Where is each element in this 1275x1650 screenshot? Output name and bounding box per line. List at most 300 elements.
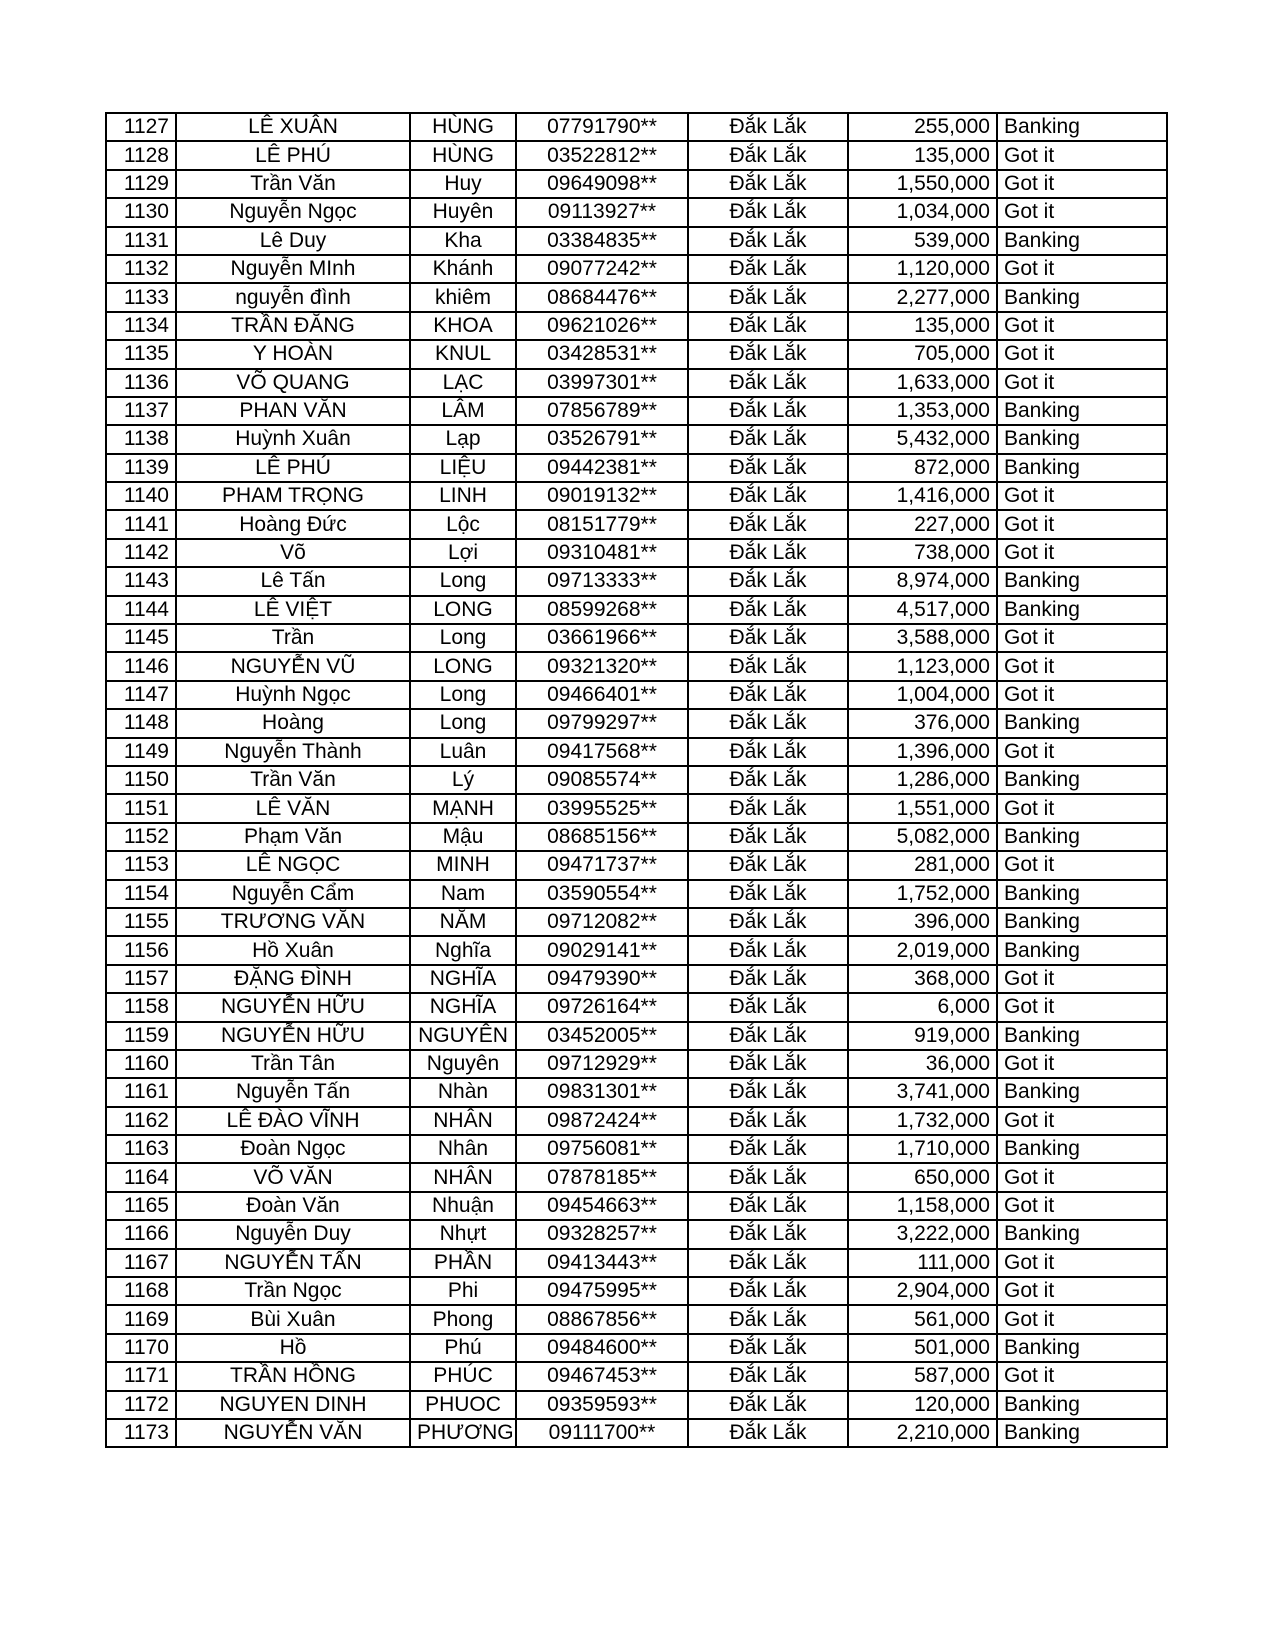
last-name-cell: Trần Văn [176,766,410,794]
amount-cell: 1,551,000 [848,794,997,822]
payment-status-cell: Got it [997,1107,1167,1135]
amount-cell: 539,000 [848,227,997,255]
province-cell: Đắk Lắk [688,851,848,879]
phone-number-cell: 03522812** [516,141,688,169]
payment-status-cell: Banking [997,709,1167,737]
row-number-cell: 1160 [106,1050,176,1078]
province-cell: Đắk Lắk [688,1163,848,1191]
payment-status-cell: Banking [997,425,1167,453]
amount-cell: 650,000 [848,1163,997,1191]
first-name-cell: Long [410,624,516,652]
payment-status-cell: Got it [997,170,1167,198]
payment-status-cell: Banking [997,397,1167,425]
amount-cell: 3,588,000 [848,624,997,652]
row-number-cell: 1161 [106,1078,176,1106]
amount-cell: 396,000 [848,908,997,936]
province-cell: Đắk Lắk [688,1050,848,1078]
row-number-cell: 1170 [106,1334,176,1362]
province-cell: Đắk Lắk [688,1305,848,1333]
table-row [106,1107,1167,1135]
last-name-cell: TRẦN ĐĂNG [176,312,410,340]
amount-cell: 4,517,000 [848,596,997,624]
table-row [106,141,1167,169]
province-cell: Đắk Lắk [688,1419,848,1447]
last-name-cell: Hoàng [176,709,410,737]
table-row [106,510,1167,538]
table-row [106,397,1167,425]
amount-cell: 36,000 [848,1050,997,1078]
last-name-cell: TRƯƠNG VĂN [176,908,410,936]
payment-status-cell: Got it [997,312,1167,340]
payment-status-cell: Banking [997,1220,1167,1248]
table-row [106,738,1167,766]
table-row [106,567,1167,595]
row-number-cell: 1132 [106,255,176,283]
first-name-cell: Nhân [410,1135,516,1163]
roster-table [105,112,1168,1448]
row-number-cell: 1134 [106,312,176,340]
row-number-cell: 1151 [106,794,176,822]
row-number-cell: 1169 [106,1305,176,1333]
phone-number-cell: 09359593** [516,1391,688,1419]
payment-status-cell: Banking [997,908,1167,936]
phone-number-cell: 03661966** [516,624,688,652]
phone-number-cell: 09029141** [516,936,688,964]
payment-status-cell: Banking [997,283,1167,311]
first-name-cell: HÙNG [410,113,516,141]
amount-cell: 227,000 [848,510,997,538]
last-name-cell: ĐẶNG ĐÌNH [176,965,410,993]
amount-cell: 1,633,000 [848,369,997,397]
first-name-cell: Long [410,681,516,709]
last-name-cell: Đoàn Ngọc [176,1135,410,1163]
last-name-cell: Trần Văn [176,170,410,198]
first-name-cell: Kha [410,227,516,255]
first-name-cell: Lộc [410,510,516,538]
province-cell: Đắk Lắk [688,1391,848,1419]
payment-status-cell: Banking [997,880,1167,908]
table-row [106,283,1167,311]
amount-cell: 8,974,000 [848,567,997,595]
first-name-cell: Lạp [410,425,516,453]
first-name-cell: PHÚC [410,1362,516,1390]
province-cell: Đắk Lắk [688,794,848,822]
row-number-cell: 1131 [106,227,176,255]
first-name-cell: PHẦN [410,1249,516,1277]
first-name-cell: Long [410,709,516,737]
amount-cell: 5,082,000 [848,823,997,851]
amount-cell: 2,019,000 [848,936,997,964]
province-cell: Đắk Lắk [688,454,848,482]
first-name-cell: NGHĨA [410,965,516,993]
amount-cell: 3,222,000 [848,1220,997,1248]
payment-status-cell: Banking [997,1391,1167,1419]
last-name-cell: Nguyễn MInh [176,255,410,283]
phone-number-cell: 09799297** [516,709,688,737]
last-name-cell: PHAN VĂN [176,397,410,425]
phone-number-cell: 08151779** [516,510,688,538]
first-name-cell: Nhựt [410,1220,516,1248]
last-name-cell: Lê Duy [176,227,410,255]
province-cell: Đắk Lắk [688,510,848,538]
table-row [106,1022,1167,1050]
first-name-cell: Nhàn [410,1078,516,1106]
province-cell: Đắk Lắk [688,624,848,652]
phone-number-cell: 09756081** [516,1135,688,1163]
row-number-cell: 1143 [106,567,176,595]
payment-status-cell: Got it [997,1305,1167,1333]
province-cell: Đắk Lắk [688,1249,848,1277]
phone-number-cell: 08599268** [516,596,688,624]
payment-status-cell: Got it [997,965,1167,993]
first-name-cell: Nhuận [410,1192,516,1220]
phone-number-cell: 09471737** [516,851,688,879]
province-cell: Đắk Lắk [688,823,848,851]
table-row [106,794,1167,822]
table-row [106,255,1167,283]
table-row [106,652,1167,680]
province-cell: Đắk Lắk [688,425,848,453]
province-cell: Đắk Lắk [688,227,848,255]
province-cell: Đắk Lắk [688,170,848,198]
phone-number-cell: 09649098** [516,170,688,198]
table-row [106,823,1167,851]
amount-cell: 2,904,000 [848,1277,997,1305]
first-name-cell: Phong [410,1305,516,1333]
row-number-cell: 1158 [106,993,176,1021]
table-row [106,681,1167,709]
last-name-cell: NGUYEN DINH [176,1391,410,1419]
first-name-cell: Nguyên [410,1050,516,1078]
phone-number-cell: 09726164** [516,993,688,1021]
last-name-cell: Bùi Xuân [176,1305,410,1333]
phone-number-cell: 08685156** [516,823,688,851]
province-cell: Đắk Lắk [688,766,848,794]
phone-number-cell: 03428531** [516,340,688,368]
last-name-cell: Nguyễn Tấn [176,1078,410,1106]
first-name-cell: PHƯƠNG [410,1419,516,1447]
phone-number-cell: 09417568** [516,738,688,766]
last-name-cell: VÕ VĂN [176,1163,410,1191]
last-name-cell: Lê Tấn [176,567,410,595]
row-number-cell: 1128 [106,141,176,169]
payment-status-cell: Got it [997,738,1167,766]
first-name-cell: MẠNH [410,794,516,822]
province-cell: Đắk Lắk [688,567,848,595]
payment-status-cell: Got it [997,1277,1167,1305]
row-number-cell: 1159 [106,1022,176,1050]
payment-status-cell: Got it [997,993,1167,1021]
province-cell: Đắk Lắk [688,880,848,908]
last-name-cell: VÕ QUANG [176,369,410,397]
row-number-cell: 1153 [106,851,176,879]
amount-cell: 1,353,000 [848,397,997,425]
province-cell: Đắk Lắk [688,908,848,936]
last-name-cell: LÊ PHÚ [176,141,410,169]
table-row [106,851,1167,879]
phone-number-cell: 09111700** [516,1419,688,1447]
first-name-cell: KNUL [410,340,516,368]
first-name-cell: NHÂN [410,1107,516,1135]
phone-number-cell: 09712082** [516,908,688,936]
province-cell: Đắk Lắk [688,397,848,425]
phone-number-cell: 09712929** [516,1050,688,1078]
payment-status-cell: Got it [997,255,1167,283]
province-cell: Đắk Lắk [688,369,848,397]
last-name-cell: LÊ VĂN [176,794,410,822]
first-name-cell: Nam [410,880,516,908]
province-cell: Đắk Lắk [688,1192,848,1220]
last-name-cell: Y HOÀN [176,340,410,368]
province-cell: Đắk Lắk [688,1334,848,1362]
payment-status-cell: Got it [997,1192,1167,1220]
table-row [106,1305,1167,1333]
phone-number-cell: 09467453** [516,1362,688,1390]
amount-cell: 1,396,000 [848,738,997,766]
phone-number-cell: 09321320** [516,652,688,680]
first-name-cell: Phú [410,1334,516,1362]
phone-number-cell: 09310481** [516,539,688,567]
province-cell: Đắk Lắk [688,1220,848,1248]
phone-number-cell: 09466401** [516,681,688,709]
amount-cell: 587,000 [848,1362,997,1390]
row-number-cell: 1156 [106,936,176,964]
province-cell: Đắk Lắk [688,738,848,766]
row-number-cell: 1136 [106,369,176,397]
first-name-cell: LÂM [410,397,516,425]
amount-cell: 135,000 [848,312,997,340]
row-number-cell: 1138 [106,425,176,453]
last-name-cell: Hồ [176,1334,410,1362]
amount-cell: 738,000 [848,539,997,567]
phone-number-cell: 09713333** [516,567,688,595]
roster-sheet [105,112,1166,1448]
payment-status-cell: Banking [997,1078,1167,1106]
roster-body [106,113,1167,1447]
province-cell: Đắk Lắk [688,283,848,311]
table-row [106,908,1167,936]
amount-cell: 2,210,000 [848,1419,997,1447]
table-row [106,624,1167,652]
row-number-cell: 1164 [106,1163,176,1191]
phone-number-cell: 07878185** [516,1163,688,1191]
first-name-cell: HÙNG [410,141,516,169]
first-name-cell: PHUOC [410,1391,516,1419]
amount-cell: 1,550,000 [848,170,997,198]
phone-number-cell: 07856789** [516,397,688,425]
payment-status-cell: Got it [997,1050,1167,1078]
first-name-cell: MINH [410,851,516,879]
first-name-cell: NHÂN [410,1163,516,1191]
row-number-cell: 1165 [106,1192,176,1220]
row-number-cell: 1157 [106,965,176,993]
phone-number-cell: 08867856** [516,1305,688,1333]
amount-cell: 561,000 [848,1305,997,1333]
phone-number-cell: 03997301** [516,369,688,397]
phone-number-cell: 09621026** [516,312,688,340]
table-row [106,312,1167,340]
payment-status-cell: Banking [997,936,1167,964]
payment-status-cell: Got it [997,851,1167,879]
row-number-cell: 1133 [106,283,176,311]
amount-cell: 3,741,000 [848,1078,997,1106]
row-number-cell: 1163 [106,1135,176,1163]
row-number-cell: 1145 [106,624,176,652]
payment-status-cell: Got it [997,1362,1167,1390]
amount-cell: 501,000 [848,1334,997,1362]
table-row [106,993,1167,1021]
first-name-cell: khiêm [410,283,516,311]
last-name-cell: TRẦN HỒNG [176,1362,410,1390]
province-cell: Đắk Lắk [688,340,848,368]
payment-status-cell: Got it [997,1163,1167,1191]
phone-number-cell: 09479390** [516,965,688,993]
payment-status-cell: Got it [997,624,1167,652]
first-name-cell: LONG [410,652,516,680]
last-name-cell: LÊ XUÂN [176,113,410,141]
payment-status-cell: Banking [997,596,1167,624]
amount-cell: 1,732,000 [848,1107,997,1135]
amount-cell: 281,000 [848,851,997,879]
province-cell: Đắk Lắk [688,652,848,680]
phone-number-cell: 09442381** [516,454,688,482]
first-name-cell: Huyên [410,198,516,226]
last-name-cell: NGUYỄN HỮU [176,1022,410,1050]
first-name-cell: Huy [410,170,516,198]
first-name-cell: Lợi [410,539,516,567]
row-number-cell: 1129 [106,170,176,198]
last-name-cell: Trần Tân [176,1050,410,1078]
row-number-cell: 1135 [106,340,176,368]
table-row [106,965,1167,993]
table-row [106,454,1167,482]
phone-number-cell: 09077242** [516,255,688,283]
first-name-cell: Luân [410,738,516,766]
province-cell: Đắk Lắk [688,596,848,624]
table-row [106,1391,1167,1419]
first-name-cell: KHOA [410,312,516,340]
row-number-cell: 1148 [106,709,176,737]
amount-cell: 376,000 [848,709,997,737]
last-name-cell: Nguyễn Cẩm [176,880,410,908]
phone-number-cell: 03452005** [516,1022,688,1050]
table-row [106,1362,1167,1390]
payment-status-cell: Got it [997,369,1167,397]
first-name-cell: LINH [410,482,516,510]
table-row [106,227,1167,255]
payment-status-cell: Got it [997,482,1167,510]
last-name-cell: Nguyễn Ngọc [176,198,410,226]
amount-cell: 1,004,000 [848,681,997,709]
province-cell: Đắk Lắk [688,113,848,141]
amount-cell: 1,123,000 [848,652,997,680]
row-number-cell: 1168 [106,1277,176,1305]
phone-number-cell: 09484600** [516,1334,688,1362]
payment-status-cell: Banking [997,823,1167,851]
payment-status-cell: Banking [997,454,1167,482]
row-number-cell: 1130 [106,198,176,226]
payment-status-cell: Got it [997,539,1167,567]
province-cell: Đắk Lắk [688,1107,848,1135]
row-number-cell: 1147 [106,681,176,709]
table-row [106,1249,1167,1277]
table-row [106,1078,1167,1106]
province-cell: Đắk Lắk [688,936,848,964]
province-cell: Đắk Lắk [688,198,848,226]
table-row [106,596,1167,624]
last-name-cell: Trần Ngọc [176,1277,410,1305]
table-row [106,1334,1167,1362]
table-row [106,170,1167,198]
phone-number-cell: 09413443** [516,1249,688,1277]
last-name-cell: LÊ PHÚ [176,454,410,482]
first-name-cell: Mậu [410,823,516,851]
first-name-cell: NGHĨA [410,993,516,1021]
table-row [106,425,1167,453]
row-number-cell: 1155 [106,908,176,936]
payment-status-cell: Banking [997,113,1167,141]
province-cell: Đắk Lắk [688,1277,848,1305]
first-name-cell: Long [410,567,516,595]
province-cell: Đắk Lắk [688,1135,848,1163]
first-name-cell: Nghĩa [410,936,516,964]
phone-number-cell: 09085574** [516,766,688,794]
payment-status-cell: Got it [997,794,1167,822]
row-number-cell: 1139 [106,454,176,482]
province-cell: Đắk Lắk [688,1022,848,1050]
payment-status-cell: Got it [997,510,1167,538]
payment-status-cell: Banking [997,1022,1167,1050]
row-number-cell: 1173 [106,1419,176,1447]
amount-cell: 120,000 [848,1391,997,1419]
amount-cell: 1,710,000 [848,1135,997,1163]
table-row [106,539,1167,567]
phone-number-cell: 09019132** [516,482,688,510]
payment-status-cell: Banking [997,1334,1167,1362]
row-number-cell: 1150 [106,766,176,794]
province-cell: Đắk Lắk [688,482,848,510]
payment-status-cell: Banking [997,1419,1167,1447]
phone-number-cell: 03384835** [516,227,688,255]
row-number-cell: 1167 [106,1249,176,1277]
table-row [106,1050,1167,1078]
row-number-cell: 1152 [106,823,176,851]
amount-cell: 919,000 [848,1022,997,1050]
phone-number-cell: 08684476** [516,283,688,311]
first-name-cell: LIỆU [410,454,516,482]
province-cell: Đắk Lắk [688,709,848,737]
last-name-cell: Đoàn Văn [176,1192,410,1220]
row-number-cell: 1140 [106,482,176,510]
amount-cell: 368,000 [848,965,997,993]
payment-status-cell: Banking [997,567,1167,595]
first-name-cell: Phi [410,1277,516,1305]
payment-status-cell: Banking [997,227,1167,255]
payment-status-cell: Got it [997,340,1167,368]
payment-status-cell: Banking [997,1135,1167,1163]
first-name-cell: NĂM [410,908,516,936]
last-name-cell: Nguyễn Duy [176,1220,410,1248]
last-name-cell: NGUYỄN TẤN [176,1249,410,1277]
table-row [106,1135,1167,1163]
last-name-cell: NGUYỄN HỮU [176,993,410,1021]
table-row [106,369,1167,397]
province-cell: Đắk Lắk [688,255,848,283]
payment-status-cell: Got it [997,1249,1167,1277]
row-number-cell: 1144 [106,596,176,624]
table-row [106,1277,1167,1305]
province-cell: Đắk Lắk [688,1078,848,1106]
